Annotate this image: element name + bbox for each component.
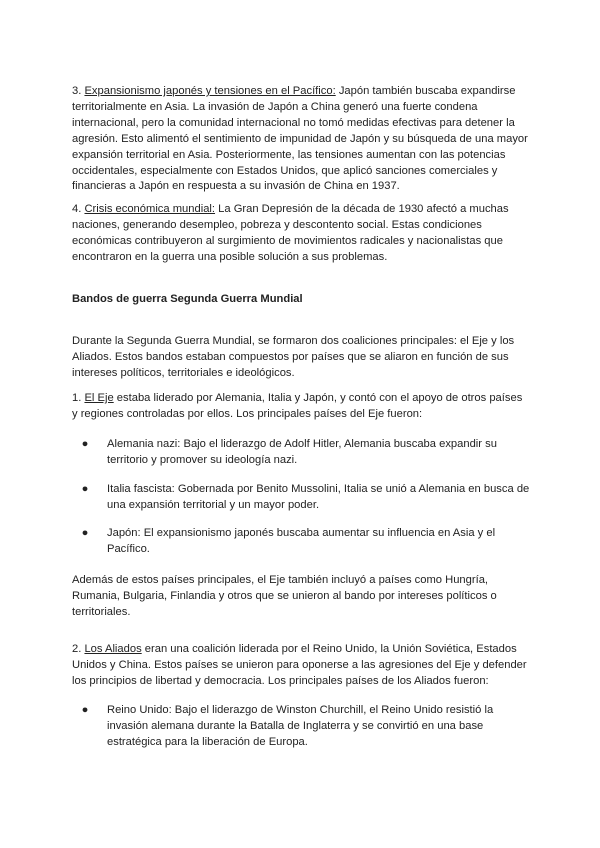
eje-title: El Eje [84,392,114,404]
intro-paragraph: Durante la Segunda Guerra Mundial, se formaron dos coaliciones principales: el Eje y los Aliados. Estos bandos estaban compuestos por países que se aliaron en función de sus intereses políticos, territoriales e ideológicos. [72,335,515,379]
eje-list-item [80,437,530,469]
aliados-title: Los Aliados [84,643,142,655]
section-4-paragraph [72,202,530,266]
aliados-paragraph [72,642,530,690]
section-heading: Bandos de guerra Segunda Guerra Mundial [72,293,303,305]
bullet-icon: ● [81,527,89,539]
eje-item-text: Alemania nazi: Bajo el liderazgo de Adolf Hitler, Alemania buscaba expandir su territorio y promover su ideología nazi. [107,438,497,466]
bullet-icon: ● [81,438,89,450]
eje-item-text: Japón: El expansionismo japonés buscaba aumentar su influencia en Asia y el Pacífico. [107,527,496,555]
aliados-item-text: Reino Unido: Bajo el liderazgo de Winston Churchill, el Reino Unido resistió la invasión alemana durante la Batalla de Inglaterra y se convirtió en una base estratégica para la liberación de Europa. [107,704,494,748]
eje-paragraph [72,391,530,423]
section-4-text: La Gran Depresión de la década de 1930 afectó a muchas naciones, generando desempleo, pobreza y descontento social. Estas condiciones económicas contribuyeron al surgimiento de movimientos radicales y nacionalistas que encontraron en la guerra una posible solución a sus problemas. [72,203,509,263]
eje-number: 1. [72,392,82,404]
bullet-icon: ● [81,704,89,716]
eje-closing-paragraph: Además de estos países principales, el Eje también incluyó a países como Hungría, Rumania, Bulgaria, Finlandia y otros que se unieron al bando por intereses políticos o territoriales. [72,574,497,618]
eje-list-item [80,482,530,514]
eje-item-text: Italia fascista: Gobernada por Benito Mussolini, Italia se unió a Alemania en busca de una expansión territorial y un mayor poder. [107,483,530,511]
bullet-icon: ● [81,483,89,495]
section-3-title: Expansionismo japonés y tensiones en el Pacífico: [84,85,336,97]
section-4-number: 4. [72,203,82,215]
aliados-list-item [80,703,530,751]
section-3-number: 3. [72,85,82,97]
eje-list-item [80,526,530,558]
section-3-text: Japón también buscaba expandirse territorialmente en Asia. La invasión de Japón a China generó una fuerte condena internacional, pero la comunidad internacional no tomó medidas efectivas para detener la agresión. Esto alimentó el sentimiento de impunidad de Japón y su búsqueda de una mayor expansión territorial en Asia. Posteriormente, las tensiones aumentan con las potencias occidentales, especialmente con Estados Unidos, que aplicó sanciones comerciales y financieras a Japón en respuesta a su invasión de China en 1937. [72,85,528,193]
section-4-title: Crisis económica mundial: [84,203,216,215]
aliados-number: 2. [72,643,82,655]
section-3-paragraph [72,84,530,195]
eje-text: estaba liderado por Alemania, Italia y Japón, y contó con el apoyo de otros países y regiones controladas por ellos. Los principales países del Eje fueron: [72,392,523,420]
aliados-text: eran una coalición liderada por el Reino Unido, la Unión Soviética, Estados Unidos y China. Estos países se unieron para oponerse a las agresiones del Eje y defender los principios de libertad y democracia. Los principales países de los Aliados fueron: [72,643,527,687]
